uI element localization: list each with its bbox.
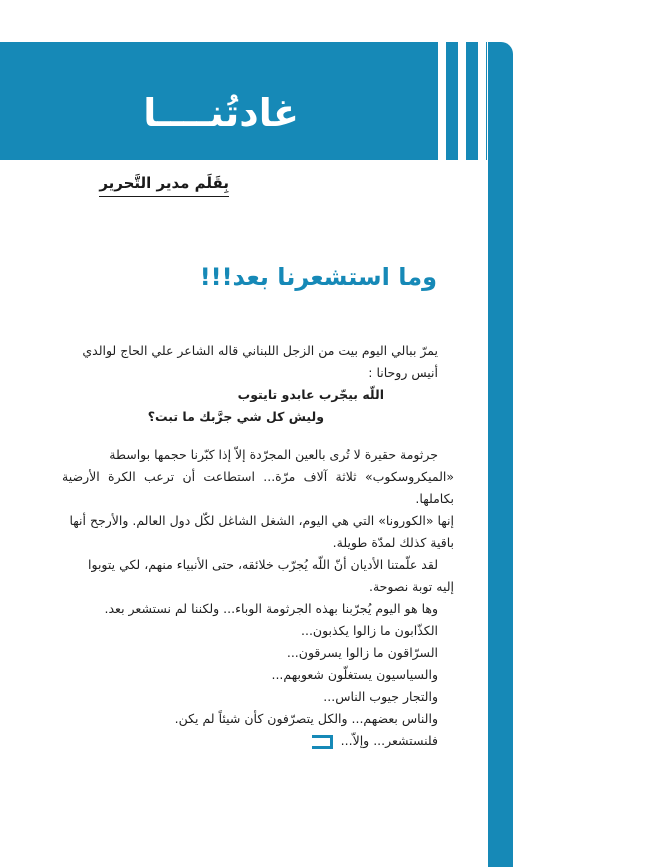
intro-paragraph: يمرّ ببالي اليوم بيت من الزجل اللبناني قاله الشاعر علي الحاج لوالدي أنيس روحانا : <box>82 343 438 380</box>
paragraph-line: إليه توبة نصوحة. <box>369 579 454 594</box>
paragraph-line: إنها «الكورونا» التي هي اليوم، الشغل الشاغل لكّل دول العالم. والأرجح أنها <box>69 513 454 528</box>
paragraph-gap <box>62 428 454 444</box>
decorative-stripe <box>446 42 456 160</box>
verse-line: اللّه بيجّرب عابدو تايتوب <box>237 387 384 402</box>
byline: بِقَلَم مدير التَّحرير <box>99 174 229 197</box>
paragraph-line: لقد علّمتنا الأديان أنّ اللّه يُجرّب خلائقه، حتى الأنبياء منهم، لكي يتوبوا <box>88 557 438 572</box>
closing-line: الكذّابون ما زالوا يكذبون... <box>301 623 438 638</box>
closing-line <box>62 730 454 752</box>
article-headline: وما استشعرنا بعد!!! <box>199 263 437 291</box>
closing-line: والتجار جيوب الناس... <box>323 689 438 704</box>
closing-line: السرّاقون ما زالوا يسرقون... <box>286 645 438 660</box>
stripe-gap <box>458 42 466 160</box>
closing-line: والناس بعضهم... والكل يتصرّفون كأن شيئاً لم يكن. <box>174 711 438 726</box>
verse-line: وليش كل شي جرَّبك ما تبت؟ <box>147 409 324 424</box>
article-body <box>62 340 454 752</box>
right-margin-bar <box>488 42 513 867</box>
stripe-gap <box>438 42 446 160</box>
paragraph-line: «الميكروسكوب» ثلاثة آلاف مرّة... استطاعت أن ترعب الكرة الأرضية بكاملها. <box>62 469 454 506</box>
closing-line: وها هو اليوم يُجرّبنا بهذه الجرثومة الوباء... ولكننا لم نستشعر بعد. <box>104 601 438 616</box>
stripe-gap <box>478 42 486 160</box>
closing-line: والسياسيون يستغلّون شعوبهم... <box>271 667 438 682</box>
final-line-text: فلنستشعر... وإلاّ... <box>340 733 438 748</box>
paragraph-line: جرثومة حقيرة لا تُرى بالعين المجرّدة إلاّ إذا كبّرنا حجمها بواسطة <box>109 447 438 462</box>
paragraph-line: باقية كذلك لمدّة طويلة. <box>332 535 454 550</box>
section-title: غادتُنــــا <box>143 91 299 135</box>
decorative-stripe <box>466 42 476 160</box>
end-mark-icon <box>312 735 333 749</box>
